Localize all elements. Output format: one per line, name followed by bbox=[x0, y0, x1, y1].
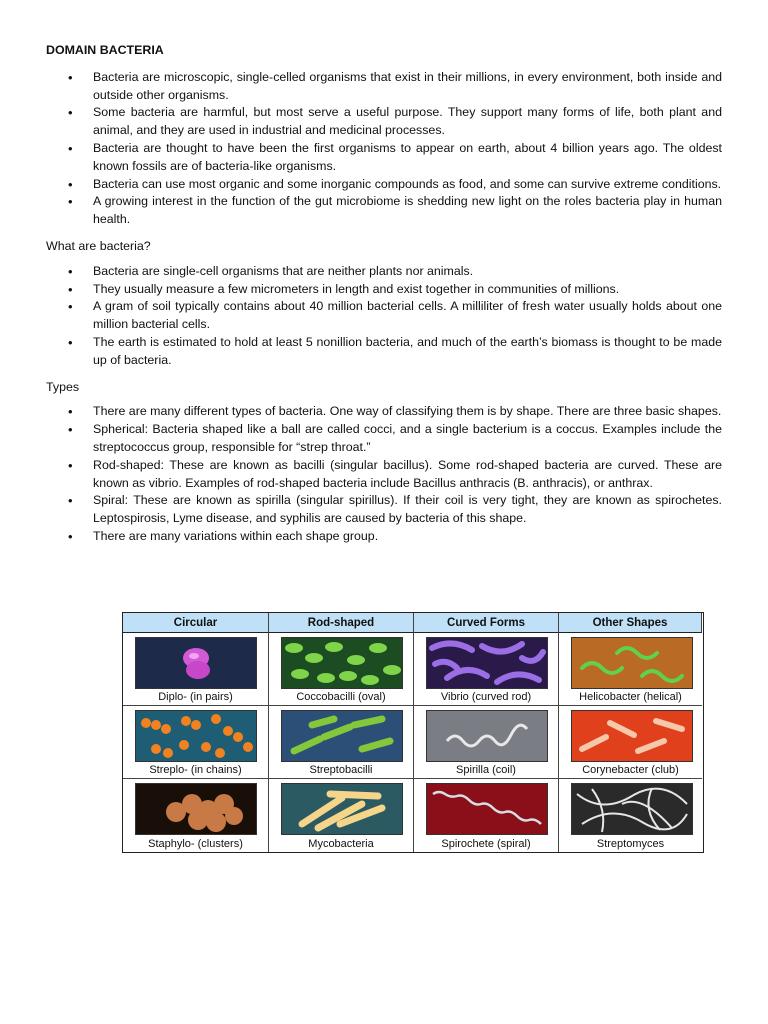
table-cell-diplo bbox=[123, 633, 269, 706]
bullet-item: • Spiral: These are known as spirilla (singular spirillus). If their coil is very tight, they are known as spirochetes. Leptospirosis, Lyme disease, and syphilis are caused by bacteria of this shape. bbox=[46, 492, 722, 528]
section-heading: Types bbox=[46, 379, 80, 394]
table-caption: Corynebacter (club) bbox=[582, 764, 679, 776]
bullet-item: • Spherical: Bacteria shaped like a ball are called cocci, and a single bacterium is a coccus. Examples include the streptococcus group, responsible for “strep throat.” bbox=[46, 421, 722, 457]
section-domain-bacteria bbox=[46, 42, 722, 229]
table-caption: Streptomyces bbox=[596, 838, 665, 850]
bullet-item: • Bacteria are thought to have been the first organisms to appear on earth, about 4 billion years ago. The oldest known fossils are of bacteria-like organisms. bbox=[46, 140, 722, 176]
table-cell-mycobacteria bbox=[269, 779, 414, 852]
bullet-item: • Some bacteria are harmful, but most serve a useful purpose. They support many forms of life, both plant and animal, and they are used in industrial and medicinal processes. bbox=[46, 104, 722, 140]
table-cell-spirochete bbox=[414, 779, 559, 852]
bullet-item: • Bacteria are single-cell organisms that are neither plants nor animals. bbox=[46, 263, 722, 281]
bullet-list bbox=[46, 263, 722, 370]
table-cell-strepto bbox=[123, 706, 269, 779]
streptobacilli-image bbox=[281, 710, 403, 762]
bullet-list bbox=[46, 69, 722, 229]
table-caption: Vibrio (curved rod) bbox=[440, 691, 532, 703]
table-cell-vibrio bbox=[414, 633, 559, 706]
table-caption: Staphylo- (clusters) bbox=[148, 838, 243, 850]
table-caption: Streptobacilli bbox=[309, 764, 373, 776]
table-header-rod-shaped: Rod-shaped bbox=[269, 613, 414, 633]
bullet-list bbox=[46, 403, 722, 545]
table-caption: Streplo- (in chains) bbox=[149, 764, 242, 776]
bullet-item: • A growing interest in the function of the gut microbiome is shedding new light on the roles bacteria play in human health. bbox=[46, 193, 722, 229]
staphylococci-image bbox=[135, 783, 257, 835]
table-cell-staphylo bbox=[123, 779, 269, 852]
table-cell-helicobacter bbox=[559, 633, 702, 706]
table-cell-corynebacter bbox=[559, 706, 702, 779]
section-types bbox=[46, 379, 722, 546]
table-header-circular: Circular bbox=[123, 613, 269, 633]
bullet-item: • Bacteria can use most organic and some inorganic compounds as food, and some can survive extreme conditions. bbox=[46, 176, 722, 194]
bullet-item: • A gram of soil typically contains about 40 million bacterial cells. A milliliter of fresh water usually holds about one million bacterial cells. bbox=[46, 298, 722, 334]
vibrio-image bbox=[426, 637, 548, 689]
document-body bbox=[46, 40, 722, 555]
bullet-item: • There are many variations within each shape group. bbox=[46, 528, 722, 546]
table-caption: Mycobacteria bbox=[308, 838, 374, 850]
streptococci-image bbox=[135, 710, 257, 762]
section-heading: What are bacteria? bbox=[46, 238, 151, 253]
spirochete-image bbox=[426, 783, 548, 835]
table-header-curved-forms: Curved Forms bbox=[414, 613, 559, 633]
table-caption: Spirilla (coil) bbox=[456, 764, 516, 776]
table-caption: Diplo- (in pairs) bbox=[158, 691, 233, 703]
coccobacilli-image bbox=[281, 637, 403, 689]
mycobacteria-image bbox=[281, 783, 403, 835]
section-what-are-bacteria bbox=[46, 238, 722, 370]
bullet-item: • Bacteria are microscopic, single-celled organisms that exist in their millions, in every environment, both inside and outside other organisms. bbox=[46, 69, 722, 105]
corynebacter-image bbox=[571, 710, 693, 762]
table-caption: Spirochete (spiral) bbox=[441, 838, 531, 850]
table-cell-coccobacilli bbox=[269, 633, 414, 706]
streptomyces-image bbox=[571, 783, 693, 835]
spirilla-image bbox=[426, 710, 548, 762]
section-heading: DOMAIN BACTERIA bbox=[46, 43, 164, 57]
table-cell-spirilla bbox=[414, 706, 559, 779]
bullet-item: • The earth is estimated to hold at least 5 nonillion bacteria, and much of the earth’s biomass is thought to be made up of bacteria. bbox=[46, 334, 722, 370]
table-cell-streptomyces bbox=[559, 779, 702, 852]
helicobacter-image bbox=[571, 637, 693, 689]
table-cell-streptobacilli bbox=[269, 706, 414, 779]
diplococci-image bbox=[135, 637, 257, 689]
table-caption: Helicobacter (helical) bbox=[579, 691, 682, 703]
table-header-other-shapes: Other Shapes bbox=[559, 613, 702, 633]
bullet-item: • Rod-shaped: These are known as bacilli (singular bacillus). Some rod-shaped bacteria are curved. These are known as vibrio. Examples of rod-shaped bacteria include Bacillus anthracis (B. anthracis), or anthrax. bbox=[46, 457, 722, 493]
table-caption: Coccobacilli (oval) bbox=[296, 691, 386, 703]
bullet-item: • They usually measure a few micrometers in length and exist together in communities of millions. bbox=[46, 281, 722, 299]
bacteria-shapes-table bbox=[122, 612, 704, 853]
bullet-item: • There are many different types of bacteria. One way of classifying them is by shape. There are three basic shapes. bbox=[46, 403, 722, 421]
